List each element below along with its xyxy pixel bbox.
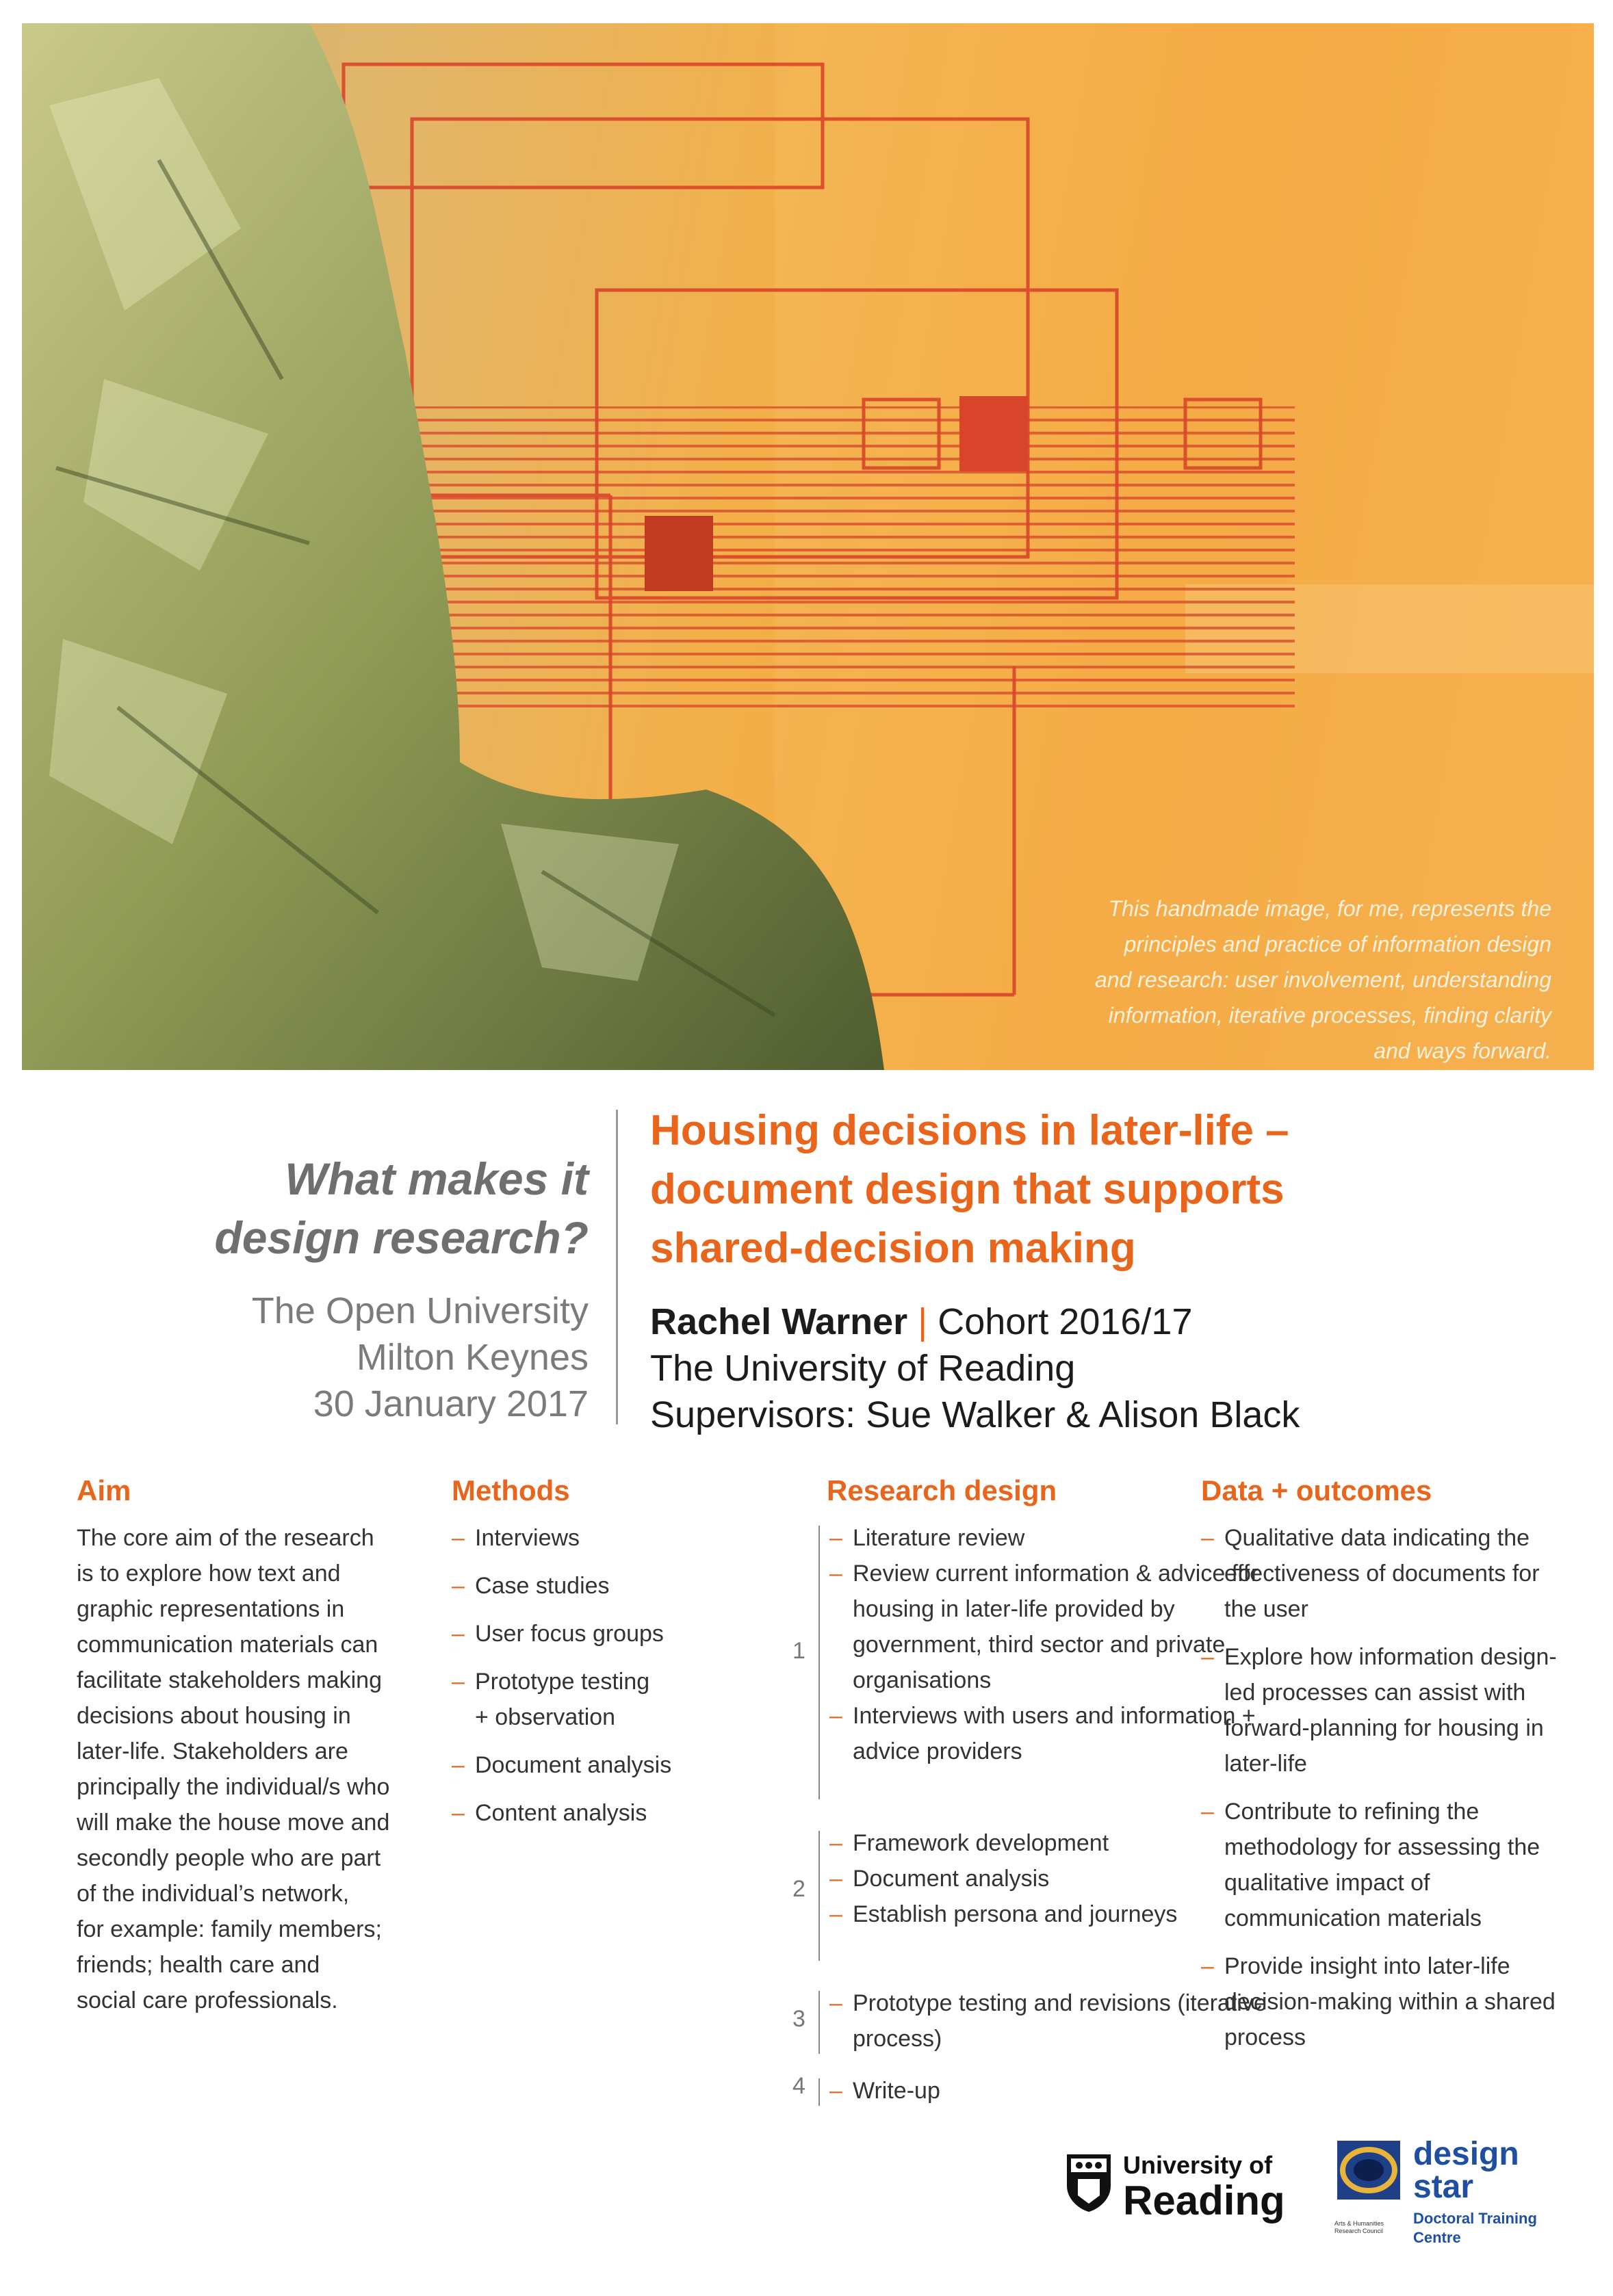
aim-line: is to explore how text and [77, 1561, 341, 1587]
aim-line: principally the individual/s who [77, 1774, 390, 1800]
ahrc-emblem-icon [1334, 2138, 1403, 2213]
stage-bracket [818, 1991, 820, 2054]
supervisors: Supervisors: Sue Walker & Alison Black [650, 1394, 1300, 1435]
aim-line: The core aim of the research [77, 1525, 374, 1551]
design-star-logo [1334, 2136, 1540, 2246]
ds-line-2: star [1413, 2169, 1474, 2205]
reading-wordmark [1123, 2152, 1285, 2223]
list-item: – Case studies [452, 1568, 753, 1604]
hero-image [22, 23, 1594, 1070]
aim-heading: Aim [77, 1474, 131, 1506]
venue-name: The Open University [251, 1290, 589, 1331]
title-line: Housing decisions in later-life – [650, 1107, 1289, 1154]
stage-bracket [818, 2078, 820, 2106]
aim-text [77, 1520, 433, 2018]
outcomes-list [1201, 1520, 1557, 2067]
stage-number: 3 [792, 2006, 805, 2032]
author-name: Rachel Warner [650, 1301, 908, 1342]
university-of-reading-logo [1064, 2152, 1283, 2227]
reading-line-1: University of [1123, 2151, 1273, 2179]
aim-line: decisions about housing in [77, 1703, 351, 1729]
list-item: – Review current information & advice for housing in later-life provided by government, third sector and private organisations [829, 1556, 1267, 1698]
caption-line: information, iterative processes, finding clarity [1108, 1003, 1551, 1028]
outcomes-heading: Data + outcomes [1201, 1474, 1432, 1506]
byline [650, 1299, 1540, 1438]
question-line: What makes it [285, 1153, 589, 1204]
list-item: – Prototype testing and revisions (iterative process) [829, 1985, 1267, 2057]
stage-bracket [818, 1831, 820, 1961]
aim-line: social care professionals. [77, 1987, 338, 2013]
aim-line: friends; health care and [77, 1952, 320, 1978]
separator: | [918, 1301, 928, 1342]
ds-subtitle: Doctoral Training Centre [1413, 2210, 1537, 2246]
aim-line: for example: family members; [77, 1916, 382, 1942]
list-item: – Literature review [829, 1520, 1267, 1556]
methods-heading: Methods [452, 1474, 570, 1506]
ahrc-label: Arts & Humanities Research Council [1334, 2220, 1384, 2234]
hero-caption [1031, 891, 1551, 1069]
methods-list [452, 1520, 753, 1843]
title-line: document design that supports [650, 1166, 1285, 1213]
list-item: – Contribute to refining the methodology for assessing the qualitative impact of communication materials [1201, 1794, 1557, 1936]
stage-number: 2 [792, 1876, 805, 1902]
list-item: – Framework development [829, 1825, 1267, 1861]
list-item: – User focus groups [452, 1616, 753, 1652]
reading-crest-icon [1064, 2152, 1113, 2213]
aim-line: communication materials can [77, 1632, 378, 1658]
ds-line-1: design [1413, 2136, 1519, 2172]
list-item: – Provide insight into later-life decision-making within a shared process [1201, 1948, 1557, 2055]
aim-line: facilitate stakeholders making [77, 1667, 383, 1693]
venue-date: 30 January 2017 [313, 1383, 589, 1424]
aim-line: graphic representations in [77, 1596, 345, 1622]
research-design-heading: Research design [827, 1474, 1057, 1506]
caption-line: This handmade image, for me, represents the [1108, 896, 1551, 921]
project-title [650, 1101, 1540, 1278]
event-venue [27, 1288, 589, 1427]
list-item: – Interviews with users and information + advice providers [829, 1698, 1267, 1769]
question-line: design research? [214, 1212, 589, 1263]
list-item: – Document analysis [452, 1747, 753, 1783]
event-block [27, 1149, 589, 1427]
stage-number: 1 [792, 1638, 805, 1664]
aim-line: later-life. Stakeholders are [77, 1738, 348, 1764]
list-item: – Content analysis [452, 1795, 753, 1831]
event-question [27, 1149, 589, 1267]
vertical-divider [616, 1110, 618, 1424]
caption-line: principles and practice of information design [1124, 932, 1551, 956]
list-item: – Write-up [829, 2073, 1267, 2109]
aim-line: secondly people who are part [77, 1845, 381, 1871]
design-star-wordmark [1413, 2138, 1540, 2247]
stage-items [829, 2073, 1267, 2109]
institution: The University of Reading [650, 1348, 1076, 1389]
cohort: Cohort 2016/17 [938, 1301, 1193, 1342]
list-item: – Prototype testing + observation [452, 1664, 753, 1735]
title-line: shared-decision making [650, 1225, 1136, 1272]
stage-bracket [818, 1526, 820, 1799]
list-item: – Explore how information design-led processes can assist with forward-planning for housing in later-life [1201, 1639, 1557, 1782]
caption-line: and research: user involvement, understanding [1094, 967, 1551, 992]
aim-line: will make the house move and [77, 1810, 390, 1836]
aim-line: of the individual’s network, [77, 1881, 350, 1907]
project-block [650, 1101, 1540, 1438]
list-item: – Establish persona and journeys [829, 1896, 1267, 1932]
caption-line: and ways forward. [1373, 1039, 1551, 1063]
reading-line-2: Reading [1123, 2178, 1285, 2223]
list-item: – Document analysis [829, 1861, 1267, 1896]
list-item: – Qualitative data indicating the effectiveness of documents for the user [1201, 1520, 1557, 1627]
list-item: – Interviews [452, 1520, 753, 1556]
author-line [650, 1299, 1540, 1345]
venue-city: Milton Keynes [356, 1337, 589, 1378]
stage-number: 4 [792, 2073, 805, 2099]
